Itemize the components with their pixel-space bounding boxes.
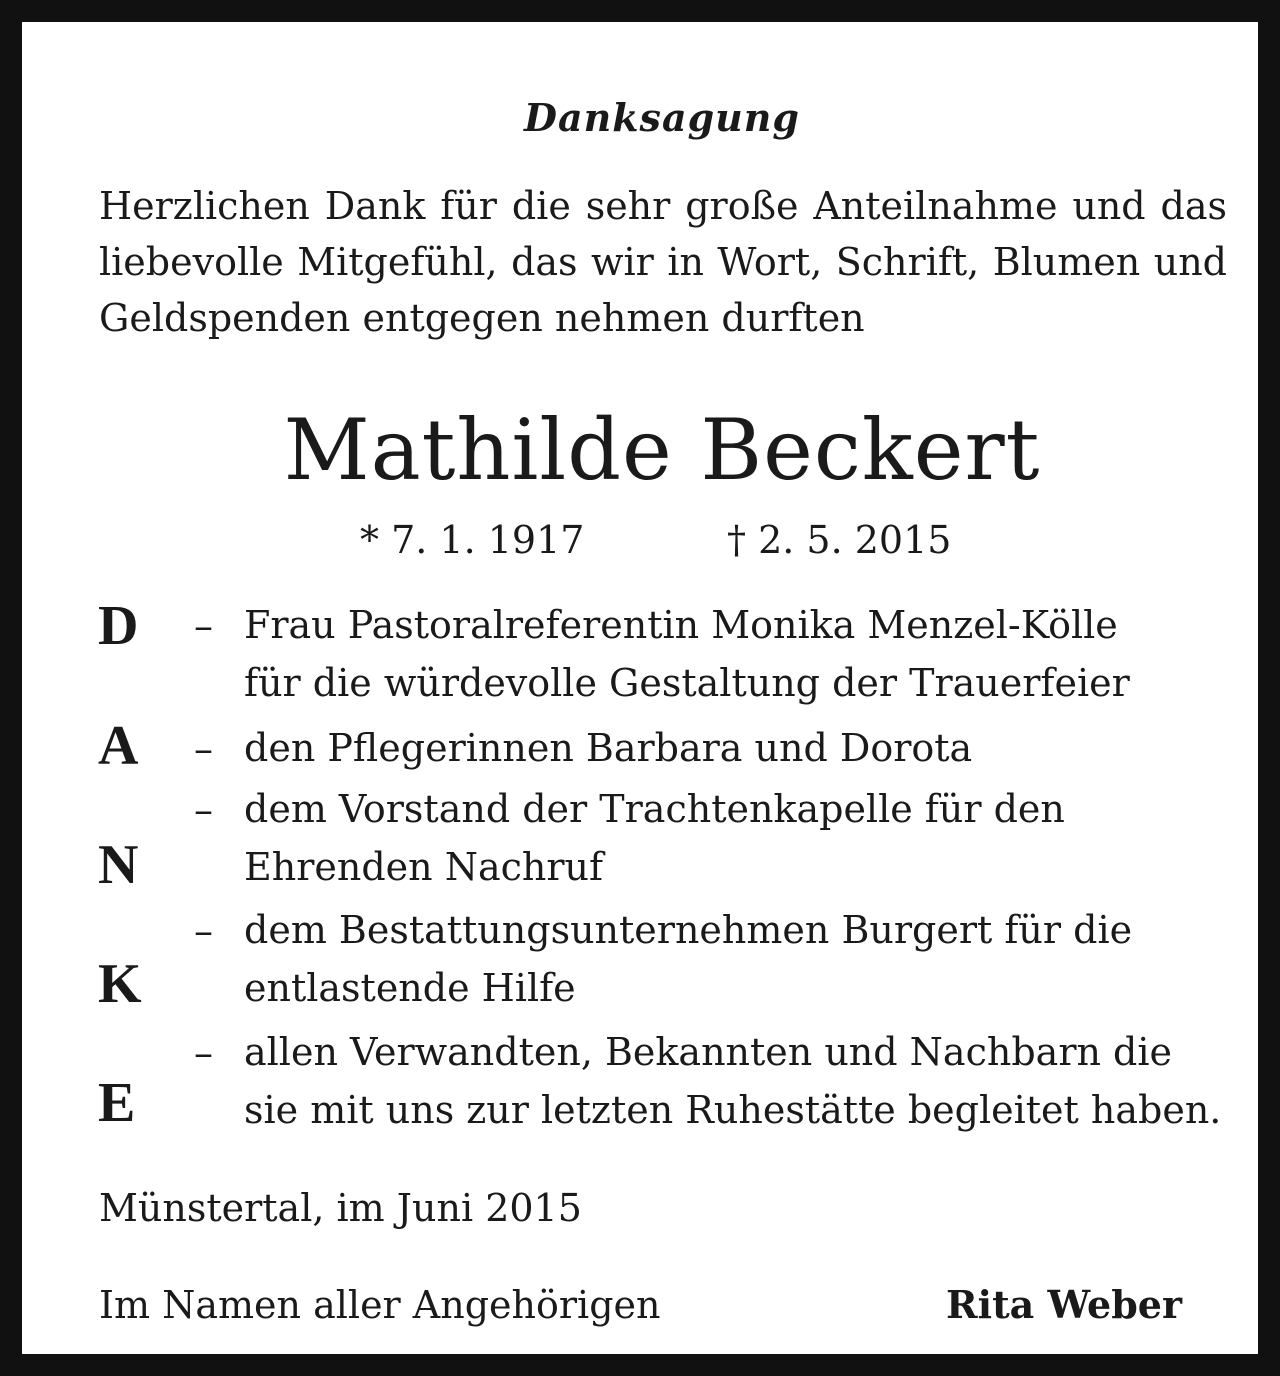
thanks-line: Ehrenden Nachruf [244, 845, 604, 889]
danke-letter-a: A [98, 715, 139, 777]
thanks-item-band [244, 780, 1244, 896]
thanks-line: den Pflegerinnen Barbara und Dorota [244, 726, 973, 770]
thanks-dash: – [194, 788, 213, 832]
thanks-item-caregivers [244, 719, 1244, 777]
intro-text: Herzlichen Dank für die sehr große Anteilnahme und das liebevolle Mitgefühl, das wir in Wort, Schrift, Blumen und Geldspenden entgegen nehmen durften [99, 184, 1227, 340]
signature-intro: Im Namen aller Angehörigen [99, 1283, 661, 1327]
thanks-line: Frau Pastoralreferentin Monika Menzel-Kölle [244, 603, 1118, 647]
danke-letter-d: D [98, 595, 139, 657]
signature-name: Rita Weber [946, 1282, 1182, 1327]
thanks-item-relatives [244, 1023, 1244, 1139]
thanks-line: dem Bestattungsunternehmen Burgert für die [244, 908, 1133, 952]
danke-letter-k: K [98, 953, 142, 1015]
thanks-item-funeral-home [244, 901, 1244, 1017]
thanks-dash: – [194, 1031, 213, 1075]
death-date: † 2. 5. 2015 [727, 518, 952, 562]
thanks-line: allen Verwandten, Bekannten und Nachbarn die [244, 1030, 1173, 1074]
danke-letter-n: N [98, 834, 139, 896]
place-date: Münstertal, im Juni 2015 [99, 1186, 582, 1230]
thanks-line: für die würdevolle Gestaltung der Trauerfeier [244, 661, 1130, 705]
danke-letter-e: E [98, 1072, 136, 1134]
thanks-line: sie mit uns zur letzten Ruhestätte begleitet haben. [244, 1088, 1222, 1132]
thanks-line: entlastende Hilfe [244, 966, 576, 1010]
deceased-name: Mathilde Beckert [283, 401, 1041, 499]
thanks-dash: – [194, 604, 213, 648]
birth-date: * 7. 1. 1917 [360, 518, 585, 562]
notice-heading: Danksagung [524, 95, 800, 140]
thanks-dash: – [194, 909, 213, 953]
thanks-dash: – [194, 727, 213, 771]
thanks-item-pastoral [244, 596, 1244, 712]
thanks-line: dem Vorstand der Trachtenkapelle für den [244, 787, 1065, 831]
